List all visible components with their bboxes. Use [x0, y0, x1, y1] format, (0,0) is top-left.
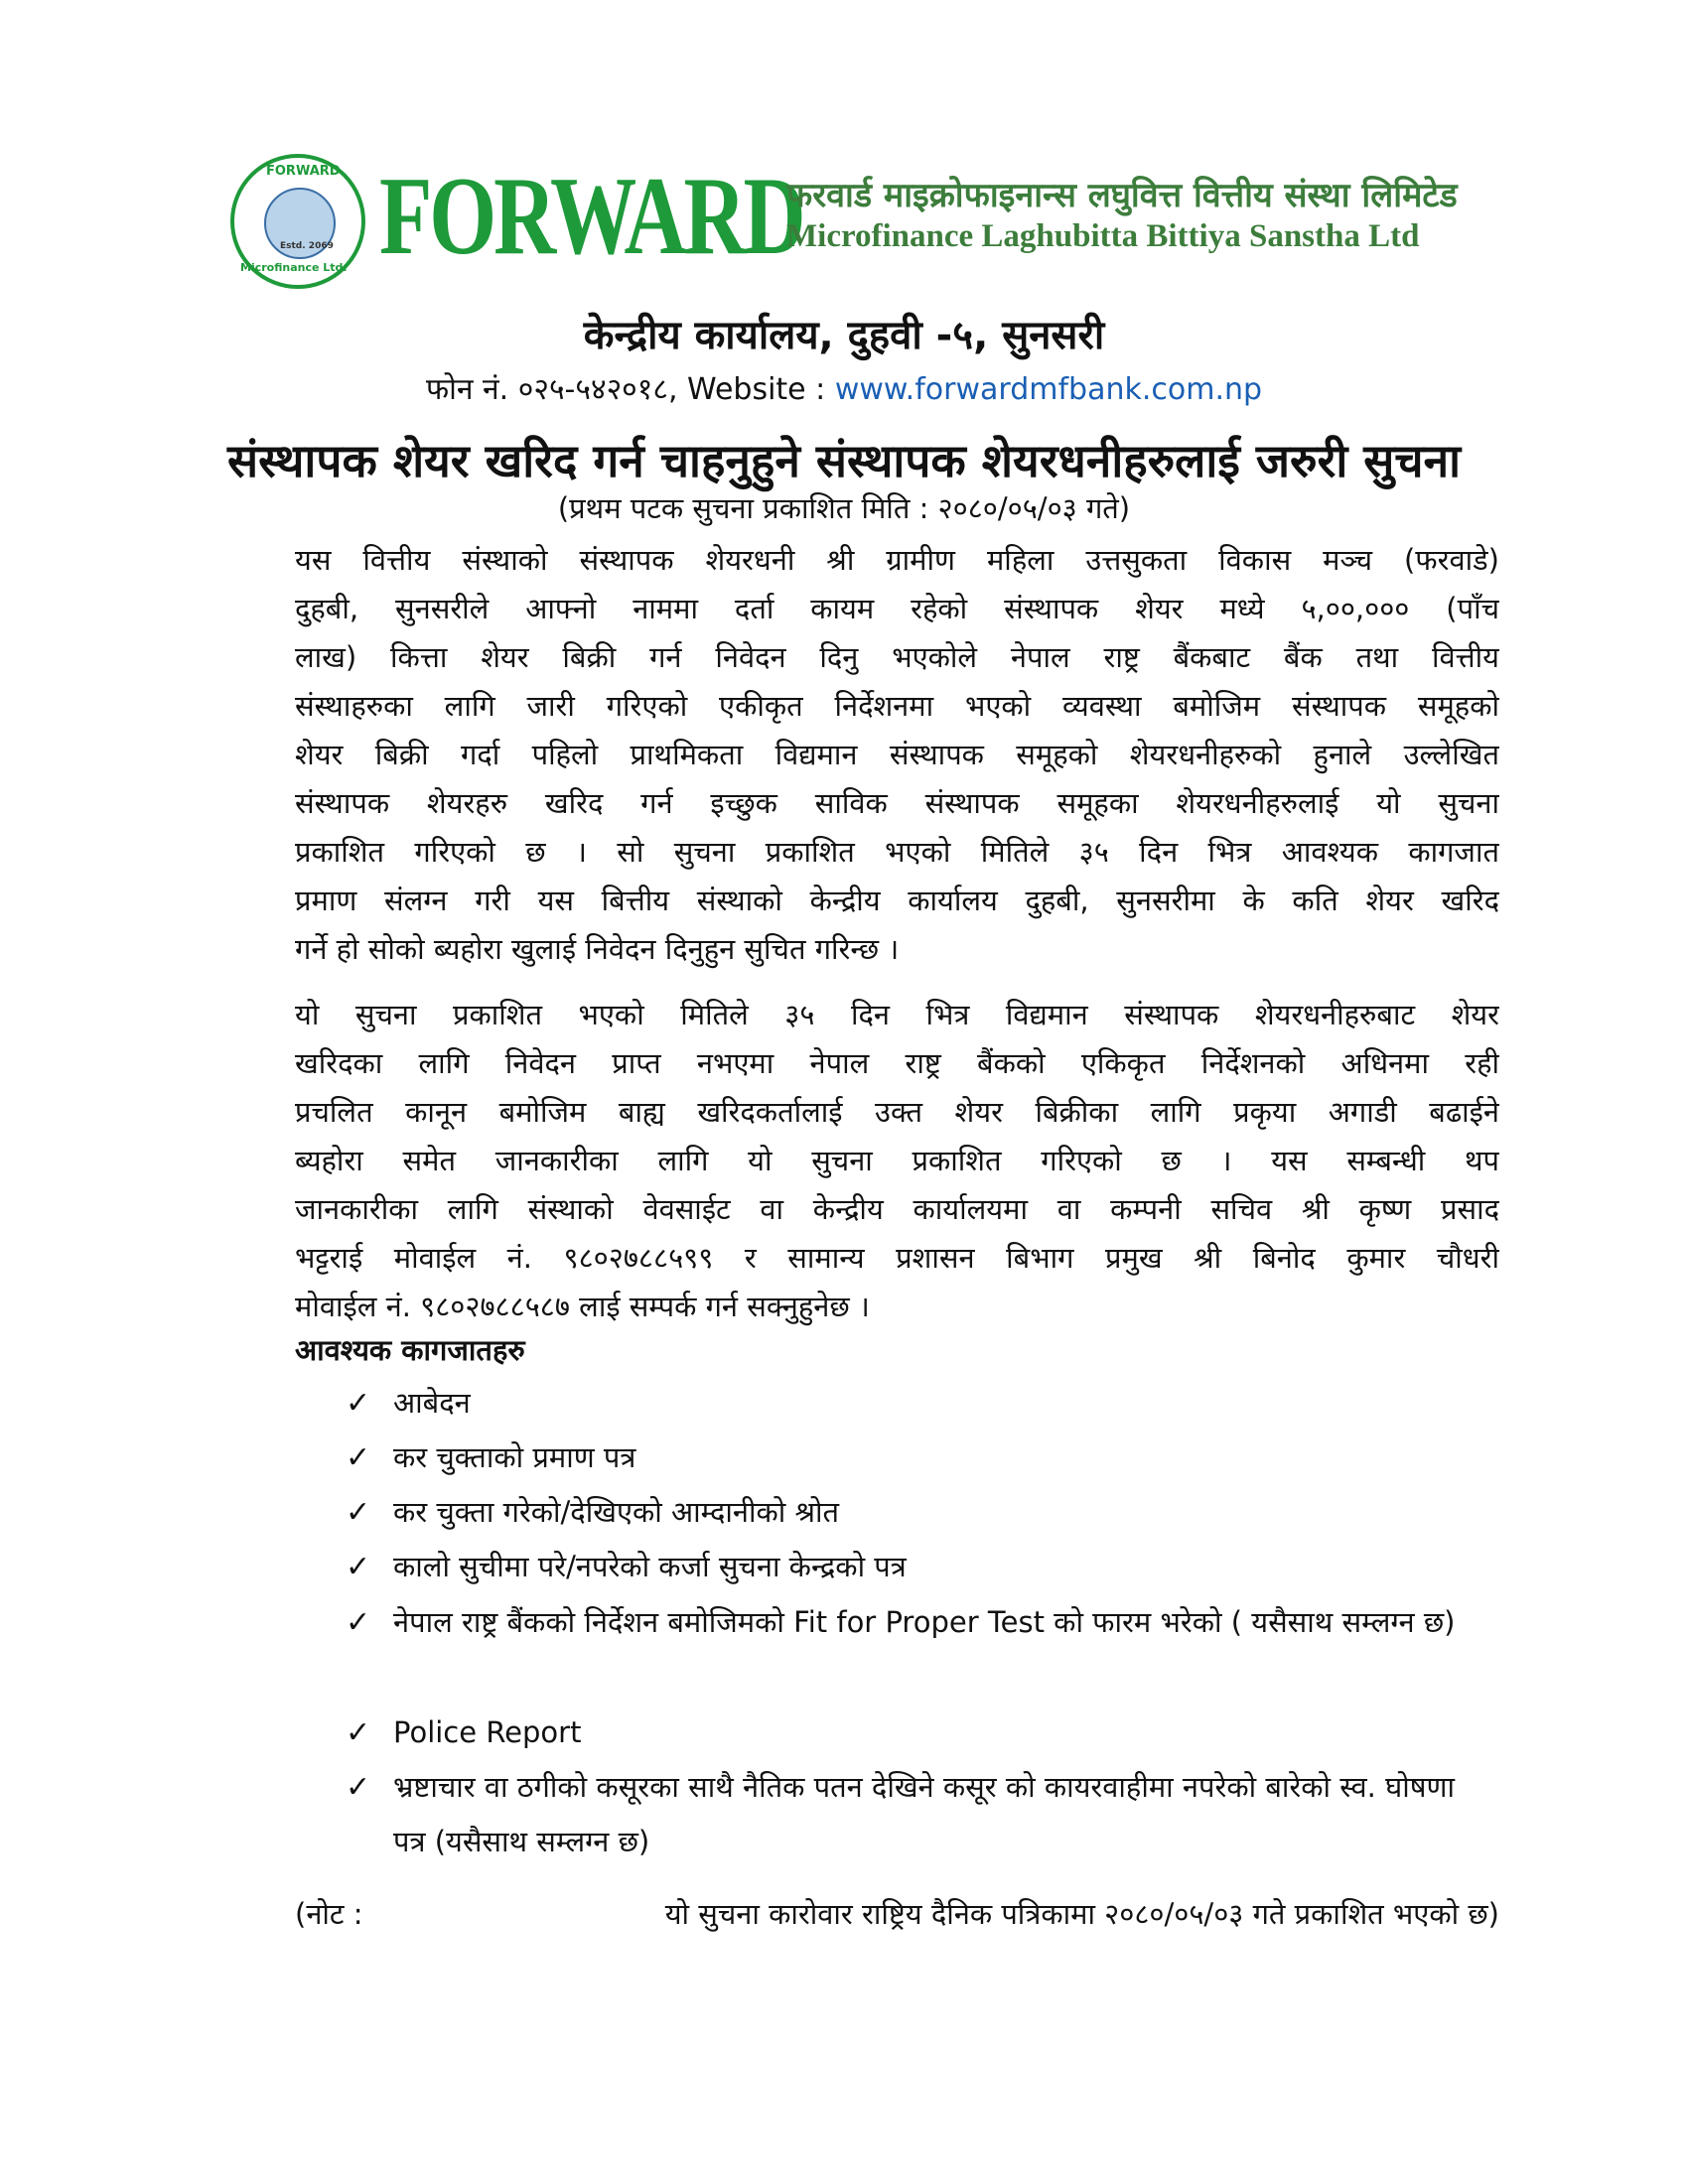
notice-title: संस्थापक शेयर खरिद गर्न चाहनुहुने संस्थापक शेयरधनीहरुलाई जरुरी सुचना: [226, 434, 1462, 487]
requirement-text: Police Report: [393, 1715, 582, 1749]
paragraph-line: संस्थाहरुका लागि जारी गरिएको एकीकृत निर्देशनमा भएको व्यवस्था बमोजिम संस्थापक समूहको: [295, 689, 1499, 723]
requirement-item: [346, 1376, 1466, 1431]
requirement-text: कर चुक्ता गरेको/देखिएको आम्दानीको श्रोत: [393, 1495, 840, 1529]
note-text: यो सुचना कारोवार राष्ट्रिय दैनिक पत्रिकामा २०८०/०५/०३ गते प्रकाशित भएको छ): [664, 1897, 1499, 1931]
paragraph-2: [295, 991, 1499, 1331]
paragraph-line: ब्यहोरा समेत जानकारीका लागि यो सुचना प्रकाशित गरिएको छ । यस सम्बन्धी थप: [295, 1144, 1499, 1177]
checkmark-icon: ✓: [346, 1550, 371, 1584]
logo-ring-bottom: Microfinance Ltd.: [240, 261, 348, 274]
paragraph-line: प्रकाशित गरिएको छ । सो सुचना प्रकाशित भएको मितिले ३५ दिन भित्र आवश्यक कागजात: [295, 835, 1499, 869]
requirement-text: भ्रष्टाचार वा ठगीको कसूरका साथै नैतिक पतन देखिने कसूर को कायरवाहीमा नपरेको बारेको स्व. घोषणा पत्र (यसैसाथ सम्लग्न छ): [393, 1770, 1456, 1858]
requirement-item: [346, 1595, 1466, 1650]
requirement-item: [346, 1540, 1466, 1594]
paragraph-line: शेयर बिक्री गर्दा पहिलो प्राथमिकता विद्यमान संस्थापक समूहको शेयरधनीहरुको हुनाले उल्लेखित: [295, 738, 1499, 771]
paragraph-line: संस्थापक शेयरहरु खरिद गर्न इच्छुक साविक संस्थापक समूहका शेयरधनीहरुलाई यो सुचना: [295, 786, 1499, 820]
requirement-item: [346, 1431, 1466, 1485]
paragraph-line: प्रचलित कानून बमोजिम बाह्य खरिदकर्तालाई उक्त शेयर बिक्रीका लागि प्रकृया अगाडी बढाईने: [295, 1095, 1499, 1129]
requirement-item: [346, 1760, 1466, 1869]
checkmark-icon: ✓: [346, 1495, 371, 1530]
checkmark-icon: ✓: [346, 1386, 371, 1421]
requirement-text: कालो सुचीमा परे/नपरेको कर्जा सुचना केन्द्रको पत्र: [393, 1550, 907, 1583]
requirement-text: आबेदन: [393, 1386, 471, 1420]
note: [295, 1894, 1499, 1933]
logo-ring-top: FORWARD: [266, 164, 341, 179]
paragraph-line: खरिदका लागि निवेदन प्राप्त नभएमा नेपाल राष्ट्र बैंकको एकिकृत निर्देशनको अधिनमा रही: [295, 1046, 1499, 1080]
paragraph-line: जानकारीका लागि संस्थाको वेवसाईट वा केन्द्रीय कार्यालयमा वा कम्पनी सचिव श्री कृष्ण प्रसाद: [295, 1192, 1499, 1226]
brand-wordmark: FORWARD: [379, 155, 803, 278]
paragraph-line: भट्टराई मोवाईल नं. ९८०२७८८५९९ र सामान्य प्रशासन बिभाग प्रमुख श्री बिनोद कुमार चौधरी: [295, 1241, 1499, 1275]
website-link[interactable]: www.forwardmfbank.com.np: [834, 372, 1263, 407]
paragraph-line: मोवाईल नं. ९८०२७८८५८७ लाई सम्पर्क गर्न सक्नुहुनेछ ।: [295, 1290, 870, 1323]
requirement-text: नेपाल राष्ट्र बैंकको निर्देशन बमोजिमको Fit for Proper Test को फारम भरेको ( यसैसाथ सम्लग्न छ): [393, 1605, 1456, 1639]
paragraph-line: दुहबी, सुनसरीले आफ्नो नाममा दर्ता कायम रहेको संस्थापक शेयर मध्ये ५,००,००० (पाँच: [295, 592, 1499, 625]
paragraph-line: गर्ने हो सोको ब्यहोरा खुलाई निवेदन दिनुहुन सुचित गरिन्छ ।: [295, 932, 900, 966]
note-label: (नोट :: [295, 1897, 363, 1931]
brand-name-english: Microfinance Laghubitta Bittiya Sanstha Ltd: [786, 218, 1420, 254]
paragraph-line: लाख) कित्ता शेयर बिक्री गर्न निवेदन दिनु भएकोले नेपाल राष्ट्र बैंकबाट बैंक तथा वित्तीय: [295, 640, 1499, 674]
contact-line: [0, 367, 1688, 408]
paragraph-line: यस वित्तीय संस्थाको संस्थापक शेयरधनी श्री ग्रामीण महिला उत्तसुकता विकास मञ्च (फरवाडे): [295, 543, 1499, 577]
paragraph-line: यो सुचना प्रकाशित भएको मितिले ३५ दिन भित्र विद्यमान संस्थापक शेयरधनीहरुबाट शेयर: [295, 998, 1499, 1031]
requirements-heading: आवश्यक कागजातहरु: [295, 1333, 525, 1367]
publish-date: (प्रथम पटक सुचना प्रकाशित मिति : २०८०/०५/०३ गते): [557, 491, 1131, 525]
requirement-item: [346, 1485, 1466, 1540]
office-address: केन्द्रीय कार्यालय, दुहवी -५, सुनसरी: [583, 313, 1105, 358]
logo-estd: Estd. 2069: [280, 241, 334, 251]
logo-emblem: [230, 154, 365, 289]
brand-name-nepali: फरवार्ड माइक्रोफाइनान्स लघुवित्त वित्तीय संस्था लिमिटेड: [786, 176, 1458, 215]
checkmark-icon: ✓: [346, 1715, 371, 1750]
requirement-item: [346, 1706, 1466, 1760]
paragraph-line: प्रमाण संलग्न गरी यस बित्तीय संस्थाको केन्द्रीय कार्यालय दुहबी, सुनसरीमा के कति शेयर खरिद: [295, 884, 1499, 917]
phone-label: फोन नं. ०२५-५४२०१८, Website :: [425, 372, 835, 407]
checkmark-icon: ✓: [346, 1605, 371, 1640]
requirement-text: कर चुक्ताको प्रमाण पत्र: [393, 1440, 636, 1474]
checkmark-icon: ✓: [346, 1770, 371, 1805]
checkmark-icon: ✓: [346, 1440, 371, 1475]
paragraph-1: [295, 536, 1499, 974]
